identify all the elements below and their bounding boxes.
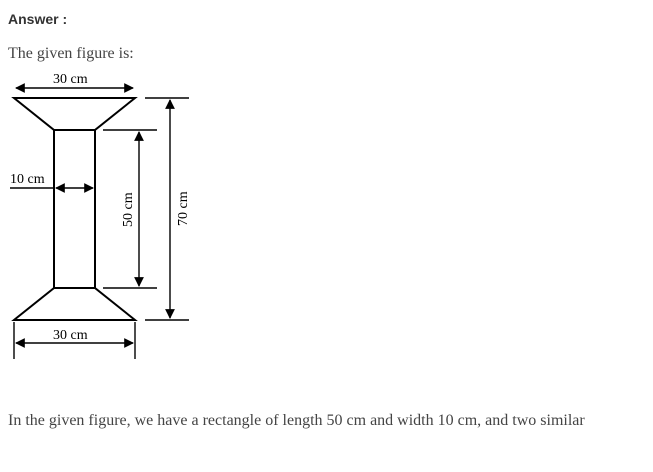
rect-length-label: 50 cm — [121, 192, 136, 227]
rect-width-label: 10 cm — [10, 172, 45, 187]
answer-label: Answer : — [8, 11, 68, 27]
intro-text: The given figure is: — [8, 45, 134, 62]
bottom-width-label: 30 cm — [53, 328, 88, 343]
explanation-paragraph: In the given figure, we have a rectangle of length 50 cm and width 10 cm, and two similar — [8, 412, 585, 429]
top-width-label: 30 cm — [53, 72, 88, 87]
total-height-label: 70 cm — [176, 191, 191, 226]
figure-outline — [14, 98, 135, 320]
